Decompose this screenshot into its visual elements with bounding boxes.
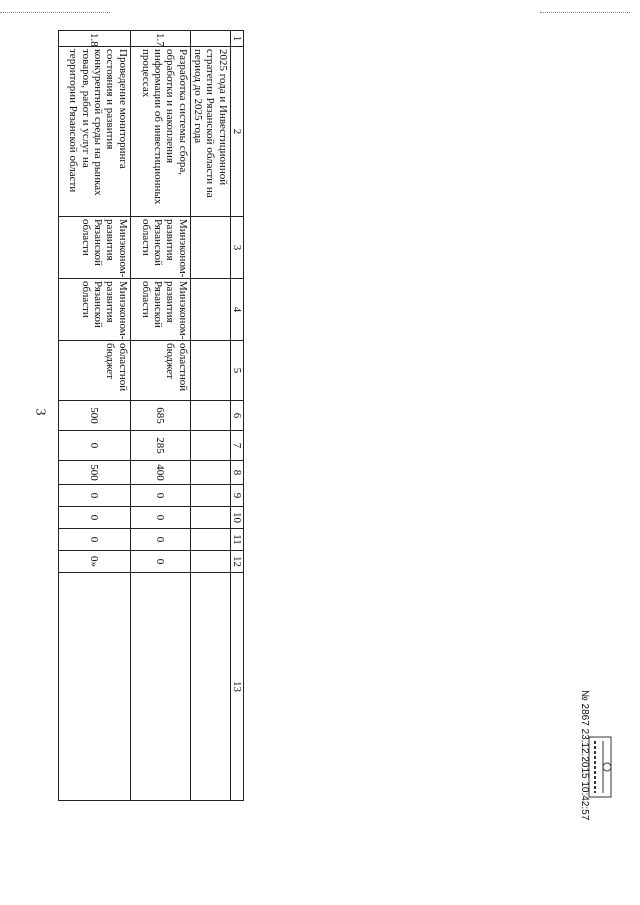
- table-row: [130, 31, 190, 801]
- coexecutor-cell: Минэконом-развития Рязанской области: [58, 279, 130, 341]
- budget-table: [58, 30, 244, 801]
- header-cell: 5: [230, 341, 243, 401]
- header-cell: 12: [230, 551, 243, 573]
- value-cell: 0: [58, 431, 130, 461]
- executor-cell: Минэконом-развития Рязанской области: [130, 217, 190, 279]
- note-cell: [130, 573, 190, 801]
- note-cell: [58, 573, 130, 801]
- header-cell: 10: [230, 507, 243, 529]
- header-cell: 11: [230, 529, 243, 551]
- cell-empty: [190, 31, 230, 47]
- activity-cell: Разработка системы сбора, обработки и накопления информации об инвестиционных процессах: [130, 47, 190, 217]
- row-number: 1.7: [130, 31, 190, 47]
- executor-cell: Минэконом-развития Рязанской области: [58, 217, 130, 279]
- value-cell: 500: [58, 461, 130, 485]
- value-cell: 685: [130, 401, 190, 431]
- table-row: [58, 31, 130, 801]
- row-number: 1.8: [58, 31, 130, 47]
- table-header-row: [230, 31, 243, 801]
- value-cell: 0: [130, 485, 190, 507]
- activity-cell: Проведение мониторинга состояния и развития конкурентной среды на рынках товаров, работ и услуг на территории Рязанской области: [58, 47, 130, 217]
- value-cell: 0: [130, 551, 190, 573]
- value-cell: 285: [130, 431, 190, 461]
- header-cell: 13: [230, 573, 243, 801]
- value-cell: 500: [58, 401, 130, 431]
- header-cell: 7: [230, 431, 243, 461]
- table-row-continuation: [190, 31, 230, 801]
- value-cell: 0: [130, 507, 190, 529]
- scan-mark-top-right: [540, 12, 630, 13]
- value-cell: 0»: [58, 551, 130, 573]
- coexecutor-cell: Минэконом-развития Рязанской области: [130, 279, 190, 341]
- budget-table-rotated: [54, 30, 244, 800]
- header-cell: 3: [230, 217, 243, 279]
- value-cell: 0: [58, 507, 130, 529]
- header-cell: 9: [230, 485, 243, 507]
- continuation-text: 2025 года и Инвестиционной стратегии Рязанской области на период до 2025 года: [190, 47, 230, 217]
- header-cell: 1: [230, 31, 243, 47]
- value-cell: 0: [58, 529, 130, 551]
- value-cell: 0: [130, 529, 190, 551]
- header-cell: 8: [230, 461, 243, 485]
- header-cell: 4: [230, 279, 243, 341]
- source-cell: областной бюджет: [130, 341, 190, 401]
- page-number: 3: [32, 408, 48, 416]
- value-cell: 0: [58, 485, 130, 507]
- source-cell: областной бюджет: [58, 341, 130, 401]
- value-cell: 400: [130, 461, 190, 485]
- registration-stamp: № 2867 23.12.2015 10:42:57: [579, 690, 590, 821]
- header-cell: 2: [230, 47, 243, 217]
- scan-mark-top: [0, 12, 110, 13]
- header-cell: 6: [230, 401, 243, 431]
